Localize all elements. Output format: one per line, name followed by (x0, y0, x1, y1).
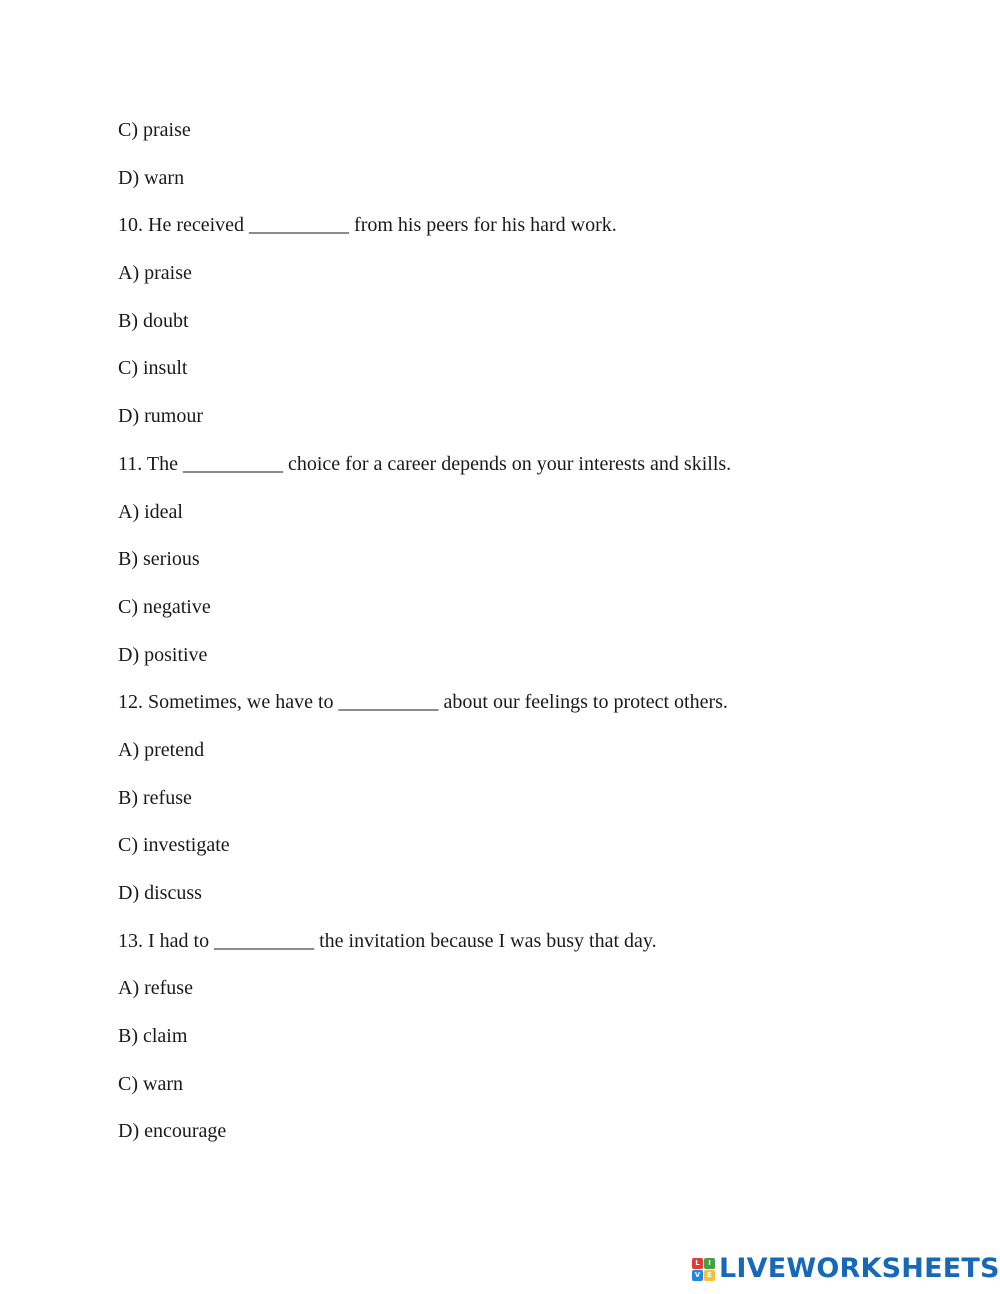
option-10a: A) praise (118, 262, 192, 285)
option-13a: A) refuse (118, 977, 193, 1000)
option-13b: B) claim (118, 1025, 188, 1048)
logo-letter-i: I (704, 1258, 715, 1269)
option-10b: B) doubt (118, 309, 189, 332)
option-10c: C) insult (118, 357, 188, 380)
option-9c: C) praise (118, 119, 191, 141)
option-12d: D) discuss (118, 882, 202, 904)
question-12: 12. Sometimes, we have to __________ about our feelings to protect others. (118, 691, 728, 714)
option-12c: C) investigate (118, 834, 230, 857)
logo-letter-l: L (692, 1258, 703, 1269)
logo-mark-icon (692, 1258, 715, 1281)
logo-wordmark: LIVEWORKSHEETS (719, 1253, 1000, 1284)
option-11a: A) ideal (118, 500, 183, 523)
question-11: 11. The __________ choice for a career depends on your interests and skills. (118, 452, 732, 475)
option-9d: D) warn (118, 166, 185, 189)
option-11b: B) serious (118, 548, 200, 571)
logo-letter-v: V (692, 1270, 703, 1281)
worksheet-body (118, 114, 938, 1163)
option-12a: A) pretend (118, 738, 205, 761)
option-13c: C) warn (118, 1072, 183, 1095)
question-10: 10. He received __________ from his peers for his hard work. (118, 214, 617, 237)
option-13d: D) encourage (118, 1120, 227, 1143)
logo-letter-e: E (704, 1270, 715, 1281)
option-12b: B) refuse (118, 786, 192, 809)
option-10d: D) rumour (118, 405, 203, 428)
option-11c: C) negative (118, 595, 211, 618)
option-11d: D) positive (118, 643, 208, 666)
liveworksheets-logo (692, 1252, 1000, 1286)
question-13: 13. I had to __________ the invitation because I was busy that day. (118, 929, 657, 952)
